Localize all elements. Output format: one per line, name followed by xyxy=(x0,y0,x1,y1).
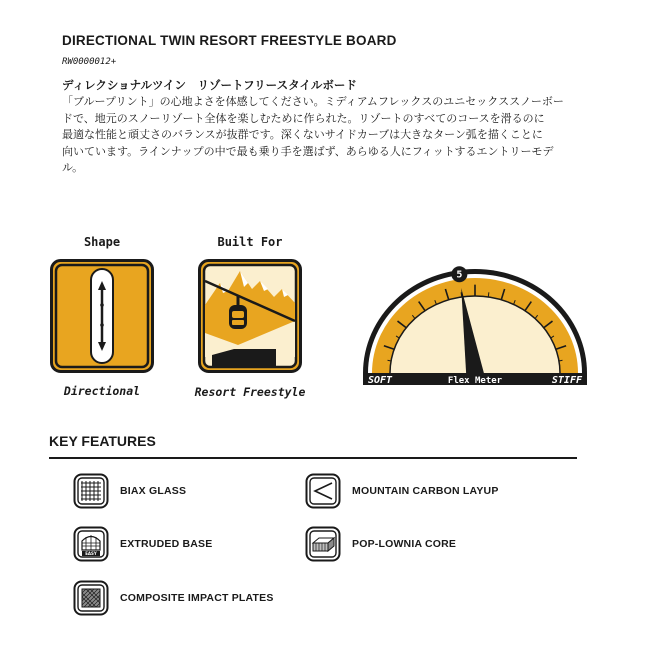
feature-label: POP-LOWNIA CORE xyxy=(352,538,457,550)
flex-meter-stiff-label: STIFF xyxy=(551,375,582,386)
jp-description-line: 最適な性能と頑丈さのバランスが抜群です。深くないサイドカーブは大きなターン弧を描くことに xyxy=(62,128,543,141)
built-for-label: Built For xyxy=(217,235,283,249)
feature-label: COMPOSITE IMPACT PLATES xyxy=(120,592,274,604)
jp-description-line: ドで、地元のスノーリゾート全体を楽しむために作られた。リゾートのすべてのコースを滑るのに xyxy=(62,111,545,125)
feature-mountain-carbon-layup xyxy=(305,473,499,509)
feature-label: EXTRUDED BASE xyxy=(120,538,213,550)
jp-product-title: ディレクショナルツイン リゾートフリースタイルボード xyxy=(62,78,357,92)
feature-composite-impact-plates xyxy=(73,580,274,616)
shape-card xyxy=(50,259,154,378)
built-for-value: Resort Freestyle xyxy=(194,385,306,399)
directional-board-icon xyxy=(50,259,154,373)
jp-description-line: 向いています。ラインナップの中で最も乗り手を選ばず、あらゆる人にフィットするエントリーモデ xyxy=(62,144,554,158)
key-features-divider xyxy=(49,457,577,459)
flex-meter xyxy=(360,263,590,392)
shape-label: Shape xyxy=(83,235,121,249)
shape-value: Directional xyxy=(63,384,141,398)
jp-description xyxy=(62,94,602,177)
gondola-icon xyxy=(198,259,302,373)
product-title: DIRECTIONAL TWIN RESORT FREESTYLE BOARD xyxy=(62,33,397,48)
core-icon xyxy=(305,526,341,562)
extruded-base-icon xyxy=(73,526,109,562)
jp-description-line: 「ブループリント」の心地よさを体感してください。ミディアムフレックスのユニセックススノーボー xyxy=(62,95,564,108)
jp-description-line: ル。 xyxy=(62,161,84,174)
feature-extruded-base xyxy=(73,526,212,562)
easy-badge: EASY xyxy=(85,551,97,556)
product-sku: RW0000012+ xyxy=(62,57,117,67)
flex-meter-title: Flex Meter xyxy=(447,376,503,386)
biax-glass-icon xyxy=(73,473,109,509)
flex-meter-gauge xyxy=(360,263,590,387)
flex-meter-value: 5 xyxy=(456,269,463,281)
key-features-title: KEY FEATURES xyxy=(49,433,156,449)
built-for-card xyxy=(198,259,302,378)
feature-biax-glass xyxy=(73,473,186,509)
impact-plates-icon xyxy=(73,580,109,616)
feature-pop-lownia-core xyxy=(305,526,456,562)
flex-meter-soft-label: SOFT xyxy=(368,375,393,386)
feature-label: BIAX GLASS xyxy=(120,485,187,497)
feature-label: MOUNTAIN CARBON LAYUP xyxy=(352,485,499,497)
carbon-layup-icon xyxy=(305,473,341,509)
